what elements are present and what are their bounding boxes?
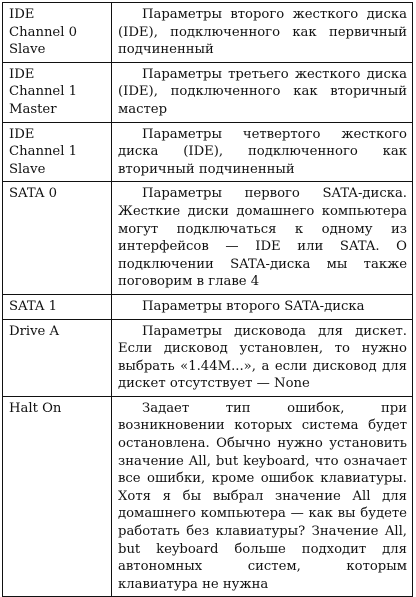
parameter-name-line: Slave [9,161,46,177]
parameter-name-cell [3,182,112,295]
parameters-table [2,2,413,597]
parameter-description-cell [112,294,413,319]
parameter-name-line: Channel 1 [9,84,78,100]
parameter-name-line: Channel 1 [9,144,78,160]
parameter-name-line: Halt On [9,400,62,416]
table-row [3,62,413,122]
parameter-description: Параметры дисковода для дискет. Если дисковод установлен, то нужно выбрать «1.44M...», а если дисковод для дискет отсутствует — None [118,323,407,392]
parameter-description-cell [112,3,413,63]
parameter-name-cell [3,122,112,182]
parameter-name-cell [3,62,112,122]
table-row [3,3,413,63]
parameter-name-line: Slave [9,42,46,58]
parameter-description: Параметры второго жесткого диска (IDE), подключенного как первичный подчиненный [118,7,407,58]
table-row [3,319,413,396]
parameter-description-cell [112,62,413,122]
parameter-description-cell [112,396,413,597]
parameter-name-line: Channel 0 [9,24,78,40]
parameter-description-cell [112,182,413,295]
parameter-name-line: IDE [9,66,35,82]
parameter-name-line: SATA 0 [9,186,58,202]
parameter-name-line: SATA 1 [9,298,58,314]
parameter-description: Параметры четвертого жесткого диска (IDE), подключенного как вторичный подчиненный [118,126,407,177]
parameter-description: Задает тип ошибок, при возникновении которых система будет остановлена. Обычно нужно установить значение All, but keyboard, что означает все ошибки, кроме ошибок клавиатуры. Хотя я бы выбрал значение All для домашнего компьютера — как вы будете работать без клавиатуры? Значение All, but keyboard больше подходит для автономных систем, которым клавиатура не нужна [118,400,407,592]
parameter-description: Параметры первого SATA-диска. Жесткие диски домашнего компьютера могут подключаться к одному из интерфейсов — IDE или SATA. О подключении SATA-диска мы также поговорим в главе 4 [118,186,407,290]
table-row [3,122,413,182]
parameter-description-cell [112,319,413,396]
parameter-name-line: IDE [9,7,35,22]
parameter-description: Параметры второго SATA-диска [142,298,365,314]
parameter-description: Параметры третьего жесткого диска (IDE), подключенного как вторичный мастер [118,66,407,117]
parameter-name-line: IDE [9,126,35,142]
parameter-name-cell [3,396,112,597]
parameter-name-cell [3,294,112,319]
table-row [3,294,413,319]
table-row [3,182,413,295]
parameter-name-line: Drive A [9,323,60,339]
parameter-name-cell [3,3,112,63]
table-row [3,396,413,597]
parameter-name-line: Master [9,101,57,117]
parameter-description-cell [112,122,413,182]
parameter-name-cell [3,319,112,396]
